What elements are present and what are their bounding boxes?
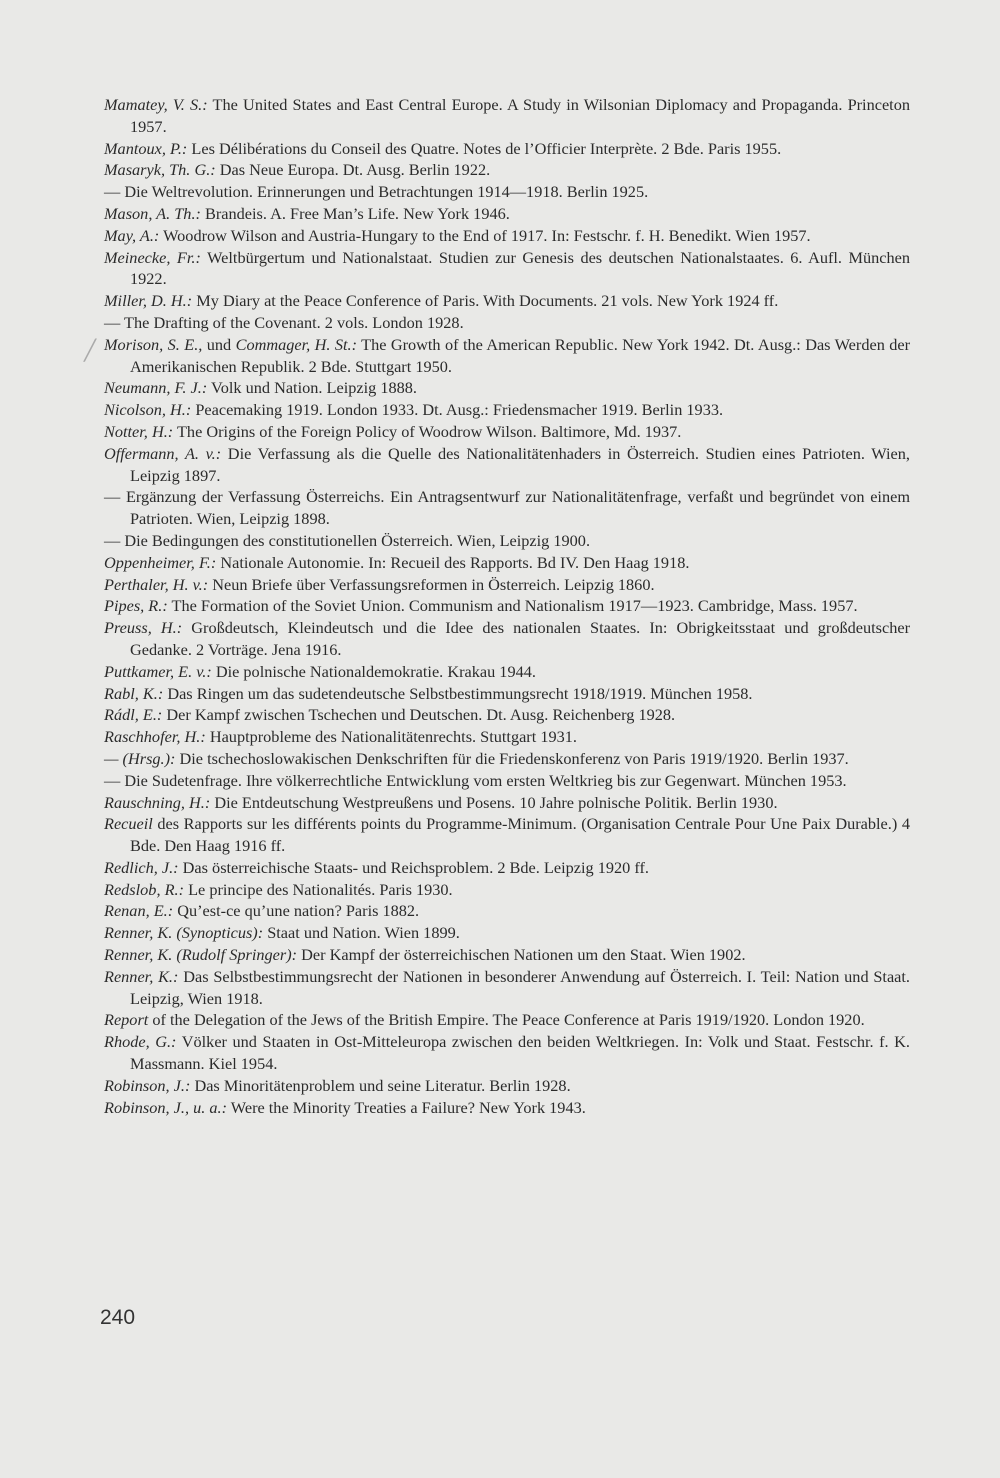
entry-author: Redlich, J.: bbox=[104, 857, 179, 877]
entry-text: Staat und Nation. Wien 1899. bbox=[263, 923, 460, 943]
bibliography-entry bbox=[104, 661, 910, 683]
entry-text: des Rapports sur les différents points du Programme-Minimum. (Organisation Centrale Pour Une Paix Durable.) 4 Bde. Den Haag 1916 ff. bbox=[130, 814, 910, 856]
entry-text: Die polnische Nationaldemokratie. Krakau 1944. bbox=[211, 661, 536, 681]
entry-text: Die Entdeutschung Westpreußens und Posens. 10 Jahre polnische Politik. Berlin 1930. bbox=[210, 792, 778, 812]
entry-text: Das Minoritätenproblem und seine Literatur. Berlin 1928. bbox=[190, 1075, 571, 1095]
entry-text: Neun Briefe über Verfassungsreformen in Österreich. Leipzig 1860. bbox=[208, 574, 655, 594]
entry-author: Mantoux, P.: bbox=[104, 138, 188, 158]
bibliography-entry bbox=[104, 94, 910, 138]
entry-author: Renan, E.: bbox=[104, 901, 174, 921]
entry-author: Morison, S. E., bbox=[104, 334, 203, 354]
bibliography-entry bbox=[104, 1031, 910, 1075]
entry-text: — Die Sudetenfrage. Ihre völkerrechtliche Entwicklung vom ersten Weltkrieg bis zur Gegenwart. München 1953. bbox=[104, 770, 847, 790]
entry-author: — (Hrsg.): bbox=[104, 748, 176, 768]
bibliography-entry bbox=[104, 377, 910, 399]
entry-author: Pipes, R.: bbox=[104, 596, 168, 616]
entry-text: Weltbürgertum und Nationalstaat. Studien zur Genesis des deutschen Nationalstaates. 6. Aufl. München 1922. bbox=[130, 247, 910, 289]
entry-author: Robinson, J., u. a.: bbox=[104, 1097, 227, 1117]
entry-author: Rabl, K.: bbox=[104, 683, 164, 703]
entry-text: und bbox=[202, 334, 236, 354]
bibliography-entry bbox=[104, 159, 910, 181]
entry-author: Rauschning, H.: bbox=[104, 792, 211, 812]
bibliography-entry bbox=[104, 247, 910, 291]
entry-text: of the Delegation of the Jews of the British Empire. The Peace Conference at Paris 1919/1920. London 1920. bbox=[148, 1010, 865, 1030]
bibliography-entry bbox=[104, 792, 910, 814]
bibliography-entry bbox=[104, 726, 910, 748]
entry-text: The Growth of the American Republic. New York 1942. Dt. Ausg.: Das Werden der Amerikanischen Republik. 2 Bde. Stuttgart 1950. bbox=[130, 334, 911, 376]
entry-author: Renner, K. (Synopticus): bbox=[104, 923, 264, 943]
bibliography-entry bbox=[104, 857, 910, 879]
entry-text: Das Ringen um das sudetendeutsche Selbstbestimmungsrecht 1918/1919. München 1958. bbox=[163, 683, 753, 703]
entry-text: Les Délibérations du Conseil des Quatre. Notes de l’Officier Interprète. 2 Bde. Paris 1955. bbox=[187, 138, 782, 158]
entry-text: Woodrow Wilson and Austria-Hungary to the End of 1917. In: Festschr. f. H. Benedikt. Wien 1957. bbox=[159, 225, 811, 245]
entry-text: The United States and East Central Europe. A Study in Wilsonian Diplomacy and Propaganda. Princeton 1957. bbox=[130, 95, 910, 136]
entry-text: Le principe des Nationalités. Paris 1930. bbox=[184, 879, 453, 899]
entry-author: Offermann, A. v.: bbox=[104, 443, 222, 463]
entry-text: Das österreichische Staats- und Reichsproblem. 2 Bde. Leipzig 1920 ff. bbox=[178, 857, 649, 877]
bibliography-entry bbox=[104, 312, 910, 334]
entry-author: May, A.: bbox=[104, 225, 160, 245]
entry-author: Mason, A. Th.: bbox=[104, 203, 201, 223]
page-number: 240 bbox=[100, 1306, 136, 1329]
entry-text: Der Kampf der österreichischen Nationen um den Staat. Wien 1902. bbox=[297, 945, 746, 965]
entry-author: Recueil bbox=[104, 814, 153, 834]
bibliography-entry bbox=[104, 290, 910, 312]
bibliography-entry bbox=[104, 574, 910, 596]
entry-text: Were the Minority Treaties a Failure? New York 1943. bbox=[227, 1097, 586, 1117]
entry-author: Rádl, E.: bbox=[104, 705, 163, 725]
bibliography-entry bbox=[104, 1097, 910, 1119]
margin-pencil-mark: ╱ bbox=[84, 338, 97, 362]
entry-text: Völker und Staaten in Ost-Mitteleuropa zwischen den beiden Weltkriegen. In: Volk und Staat. Festschr. f. K. Massmann. Kiel 1954. bbox=[130, 1032, 911, 1074]
bibliography-entry bbox=[104, 443, 910, 487]
entry-text: Volk und Nation. Leipzig 1888. bbox=[207, 378, 417, 398]
entry-author: Rhode, G.: bbox=[104, 1032, 177, 1052]
bibliography-entry bbox=[104, 748, 910, 770]
bibliography-entry bbox=[104, 225, 910, 247]
bibliography-entry bbox=[104, 1009, 910, 1031]
entry-author: Report bbox=[104, 1010, 149, 1030]
entry-text: — Die Weltrevolution. Erinnerungen und Betrachtungen 1914—1918. Berlin 1925. bbox=[104, 182, 649, 202]
bibliography-entry bbox=[104, 1075, 910, 1097]
bibliography-entry bbox=[104, 617, 910, 661]
entry-author: Renner, K.: bbox=[104, 966, 179, 986]
entry-author: Robinson, J.: bbox=[104, 1075, 191, 1095]
bibliography-list bbox=[104, 94, 910, 1118]
entry-author: Mamatey, V. S.: bbox=[104, 95, 208, 114]
bibliography-entry bbox=[104, 770, 910, 792]
bibliography-entry bbox=[104, 683, 910, 705]
entry-text: Qu’est-ce qu’une nation? Paris 1882. bbox=[173, 901, 420, 921]
entry-author: Nicolson, H.: bbox=[104, 400, 192, 420]
entry-text: — Ergänzung der Verfassung Österreichs. Ein Antragsentwurf zur Nationalitätenfrage, verfaßt und begründet von einem Patrioten. Wien, Leipzig 1898. bbox=[104, 487, 910, 529]
entry-text: Das Neue Europa. Dt. Ausg. Berlin 1922. bbox=[215, 160, 491, 180]
entry-author: Renner, K. (Rudolf Springer): bbox=[104, 945, 298, 965]
entry-text: — The Drafting of the Covenant. 2 vols. London 1928. bbox=[104, 312, 464, 332]
entry-author: Notter, H.: bbox=[104, 421, 174, 441]
bibliography-entry bbox=[104, 203, 910, 225]
entry-author: Raschhofer, H.: bbox=[104, 727, 206, 747]
entry-text: Der Kampf zwischen Tschechen und Deutschen. Dt. Ausg. Reichenberg 1928. bbox=[162, 705, 676, 725]
bibliography-entry bbox=[104, 813, 910, 857]
bibliography-entry bbox=[104, 595, 910, 617]
entry-author: Masaryk, Th. G.: bbox=[104, 160, 216, 180]
bibliography-entry bbox=[104, 966, 910, 1010]
entry-author: Miller, D. H.: bbox=[104, 291, 193, 311]
bibliography-entry bbox=[104, 944, 910, 966]
entry-text: The Origins of the Foreign Policy of Woodrow Wilson. Baltimore, Md. 1937. bbox=[173, 421, 682, 441]
entry-text: — Die Bedingungen des constitutionellen Österreich. Wien, Leipzig 1900. bbox=[104, 530, 591, 550]
entry-author: Redslob, R.: bbox=[104, 879, 185, 899]
entry-text: Die tschechoslowakischen Denkschriften für die Friedenskonferenz von Paris 1919/1920. Berlin 1937. bbox=[175, 748, 849, 768]
bibliography-entry bbox=[104, 922, 910, 944]
entry-text: Brandeis. A. Free Man’s Life. New York 1946. bbox=[200, 203, 510, 223]
bibliography-entry bbox=[104, 421, 910, 443]
entry-text: My Diary at the Peace Conference of Paris. With Documents. 21 vols. New York 1924 ff. bbox=[192, 291, 779, 311]
entry-text: Großdeutsch, Kleindeutsch und die Idee des nationalen Staates. In: Obrigkeitsstaat und großdeutscher Gedanke. 2 Vorträge. Jena 1916. bbox=[130, 618, 910, 659]
bibliography-entry bbox=[104, 900, 910, 922]
entry-text: The Formation of the Soviet Union. Communism and Nationalism 1917—1923. Cambridge, Mass. 1957. bbox=[167, 596, 858, 616]
bibliography-entry bbox=[104, 486, 910, 530]
bibliography-entry bbox=[104, 704, 910, 726]
bibliography-entry bbox=[104, 530, 910, 552]
entry-author: Puttkamer, E. v.: bbox=[104, 661, 212, 681]
bibliography-entry bbox=[104, 181, 910, 203]
entry-author: Preuss, H.: bbox=[104, 618, 183, 638]
bibliography-entry bbox=[104, 879, 910, 901]
bibliography-entry bbox=[104, 334, 910, 378]
bibliography-entry bbox=[104, 399, 910, 421]
entry-author: Meinecke, Fr.: bbox=[104, 247, 201, 267]
entry-author: Neumann, F. J.: bbox=[104, 378, 208, 398]
entry-author: Oppenheimer, F.: bbox=[104, 552, 217, 572]
entry-author: Perthaler, H. v.: bbox=[104, 574, 209, 594]
entry-text: Nationale Autonomie. In: Recueil des Rapports. Bd IV. Den Haag 1918. bbox=[216, 552, 690, 572]
bibliography-entry bbox=[104, 552, 910, 574]
entry-text: Das Selbstbestimmungsrecht der Nationen in besonderer Anwendung auf Österreich. I. Teil: Nation und Staat. Leipzig, Wien 1918. bbox=[130, 966, 910, 1008]
entry-author: Commager, H. St.: bbox=[235, 334, 358, 354]
entry-text: Peacemaking 1919. London 1933. Dt. Ausg.: Friedensmacher 1919. Berlin 1933. bbox=[191, 400, 724, 420]
entry-text: Die Verfassung als die Quelle des Nationalitätenhaders in Österreich. Studien eines Patrioten. Wien, Leipzig 1897. bbox=[130, 443, 910, 485]
entry-text: Hauptprobleme des Nationalitätenrechts. Stuttgart 1931. bbox=[205, 727, 577, 747]
bibliography-entry bbox=[104, 138, 910, 160]
